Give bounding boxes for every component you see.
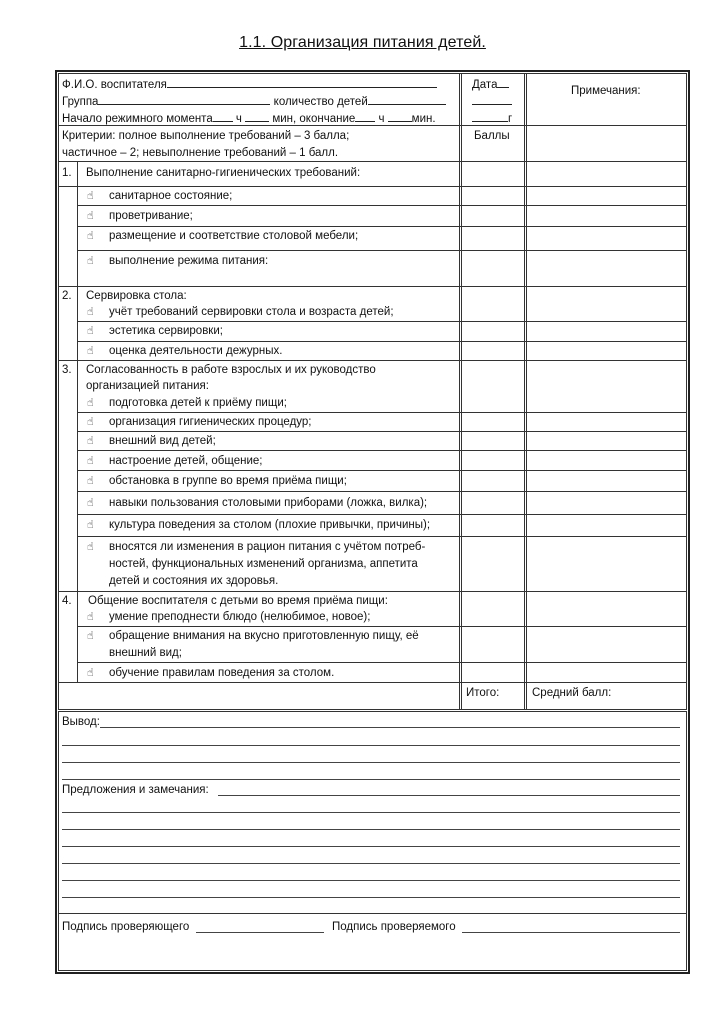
- conclusion-line[interactable]: [62, 745, 680, 746]
- hand-pointer-icon: ☝: [87, 345, 94, 357]
- col-divider-num: [77, 162, 78, 682]
- average-score-label: Средний балл:: [532, 687, 612, 699]
- criterion-item: подготовка детей к приёму пищи;: [109, 397, 287, 409]
- inspector-signature-label: Подпись проверяющего: [62, 921, 190, 933]
- hand-pointer-icon: ☝: [87, 190, 94, 202]
- group-field[interactable]: [62, 93, 446, 109]
- criterion-item: проветривание;: [109, 210, 193, 222]
- hand-pointer-icon: ☝: [87, 611, 94, 623]
- hand-pointer-icon: ☝: [87, 306, 94, 318]
- row-line: [58, 286, 687, 287]
- proposals-line[interactable]: [62, 880, 680, 881]
- proposals-line[interactable]: [62, 897, 680, 898]
- proposals-line[interactable]: [62, 846, 680, 847]
- proposals-label: Предложения и замечания:: [62, 784, 209, 796]
- criterion-item: внешний вид детей;: [109, 435, 216, 447]
- proposals-line[interactable]: [62, 863, 680, 864]
- row-line: [78, 662, 687, 663]
- group-label: Группа: [62, 96, 99, 108]
- total-label: Итого:: [466, 687, 500, 699]
- date-month-blank[interactable]: [472, 93, 512, 105]
- fio-blank[interactable]: [167, 76, 437, 88]
- notes-header: Примечания:: [571, 85, 641, 97]
- proposals-line[interactable]: [62, 812, 680, 813]
- conclusion-line[interactable]: [62, 779, 680, 780]
- criterion-item: санитарное состояние;: [109, 190, 233, 202]
- row-line: [58, 591, 687, 592]
- row-line: [78, 250, 687, 251]
- time-field[interactable]: [62, 110, 436, 126]
- col-divider-score: [459, 73, 462, 710]
- criterion-item-line-1: обращение внимания на вкусно приготовленную пищу, её: [109, 630, 419, 642]
- section-number: 4.: [62, 595, 72, 607]
- criterion-item: размещение и соответствие столовой мебели;: [109, 230, 359, 242]
- score-header: Баллы: [474, 130, 510, 142]
- hand-pointer-icon: ☝: [87, 230, 94, 242]
- criterion-item-line-3: детей и состояния их здоровья.: [109, 575, 279, 587]
- row-line: [58, 360, 687, 361]
- row-line: [78, 491, 687, 492]
- criterion-item: культура поведения за столом (плохие привычки, причины);: [109, 519, 431, 531]
- criteria-line-2: частичное – 2; невыполнение требований – 1 балл.: [62, 147, 339, 159]
- row-line: [58, 186, 687, 187]
- row-line: [78, 341, 687, 342]
- fio-label: Ф.И.О. воспитателя: [62, 79, 167, 91]
- hand-pointer-icon: ☝: [87, 630, 94, 642]
- row-line: [78, 470, 687, 471]
- group-blank[interactable]: [98, 93, 270, 105]
- criterion-item: учёт требований сервировки стола и возраста детей;: [109, 306, 394, 318]
- hour-abbr: ч: [235, 113, 242, 125]
- section-title-line-2: организацией питания:: [86, 380, 209, 392]
- end-hour-blank[interactable]: [355, 110, 375, 122]
- criterion-item: обучение правилам поведения за столом.: [109, 667, 335, 679]
- hand-pointer-icon: ☝: [87, 416, 94, 428]
- children-count-label: количество детей: [273, 96, 368, 108]
- criterion-item: навыки пользования столовыми приборами (ложка, вилка);: [109, 497, 428, 509]
- start-hour-blank[interactable]: [213, 110, 233, 122]
- row-line: [78, 226, 687, 227]
- criterion-item: эстетика сервировки;: [109, 325, 223, 337]
- proposals-line[interactable]: [218, 795, 680, 796]
- section-title: Сервировка стола:: [86, 290, 187, 302]
- criterion-item: организация гигиенических процедур;: [109, 416, 312, 428]
- row-line: [58, 161, 687, 162]
- date-label-line[interactable]: [472, 76, 509, 92]
- section-number: 3.: [62, 364, 72, 376]
- inspector-signature-line[interactable]: [196, 932, 324, 933]
- min-end-abbr: мин.: [411, 113, 436, 125]
- row-line: [78, 205, 687, 206]
- hand-pointer-icon: ☝: [87, 325, 94, 337]
- signature-divider: [58, 913, 687, 914]
- end-min-blank[interactable]: [388, 110, 412, 122]
- date-year-line[interactable]: [472, 110, 512, 126]
- conclusion-line[interactable]: [62, 762, 680, 763]
- hand-pointer-icon: ☝: [87, 475, 94, 487]
- start-min-blank[interactable]: [245, 110, 269, 122]
- conclusion-label: Вывод:: [62, 716, 100, 728]
- criterion-item: выполнение режима питания:: [109, 255, 269, 267]
- criteria-line-1: Критерии: полное выполнение требований – 3 балла;: [62, 130, 350, 142]
- hand-pointer-icon: ☝: [87, 210, 94, 222]
- date-label: Дата: [472, 79, 498, 91]
- criterion-item-line-1: вносятся ли изменения в рацион питания с учётом потреб-: [109, 541, 426, 553]
- criterion-item: оценка деятельности дежурных.: [109, 345, 283, 357]
- fio-field[interactable]: [62, 76, 437, 92]
- hand-pointer-icon: ☝: [87, 497, 94, 509]
- inspected-signature-line[interactable]: [462, 932, 680, 933]
- row-line: [58, 682, 687, 683]
- hand-pointer-icon: ☝: [87, 667, 94, 679]
- section-number: 2.: [62, 290, 72, 302]
- hand-pointer-icon: ☝: [87, 541, 94, 553]
- hand-pointer-icon: ☝: [87, 255, 94, 267]
- min-end-label: мин, окончание: [272, 113, 356, 125]
- row-line: [78, 412, 687, 413]
- page-title: 1.1. Организация питания детей.: [239, 34, 486, 51]
- proposals-line[interactable]: [62, 829, 680, 830]
- criterion-item: умение преподнести блюдо (нелюбимое, новое);: [109, 611, 371, 623]
- criterion-item: обстановка в группе во время приёма пищи;: [109, 475, 347, 487]
- date-day-blank[interactable]: [497, 76, 509, 88]
- hand-pointer-icon: ☝: [87, 519, 94, 531]
- date-month-line[interactable]: [472, 93, 512, 109]
- row-line: [78, 321, 687, 322]
- inspected-signature-label: Подпись проверяемого: [332, 921, 456, 933]
- conclusion-line[interactable]: [100, 727, 680, 728]
- section-title-line-1: Согласованность в работе взрослых и их руководство: [86, 364, 376, 376]
- row-line: [78, 450, 687, 451]
- hand-pointer-icon: ☝: [87, 455, 94, 467]
- row-line: [78, 514, 687, 515]
- row-line: [78, 431, 687, 432]
- criterion-item-line-2: ностей, функциональных изменений организма, аппетита: [109, 558, 418, 570]
- section-number: 1.: [62, 167, 72, 179]
- criterion-item: настроение детей, общение;: [109, 455, 263, 467]
- hour-abbr: ч: [378, 113, 385, 125]
- children-count-blank[interactable]: [368, 93, 446, 105]
- criterion-item-line-2: внешний вид;: [109, 647, 182, 659]
- row-line: [78, 626, 687, 627]
- hand-pointer-icon: ☝: [87, 435, 94, 447]
- hand-pointer-icon: ☝: [87, 397, 94, 409]
- section-title: Выполнение санитарно-гигиенических требований:: [86, 167, 361, 179]
- section-title: Общение воспитателя с детьми во время приёма пищи:: [88, 595, 388, 607]
- year-abbr: г: [508, 113, 513, 125]
- row-line: [78, 536, 687, 537]
- col-divider-notes: [524, 73, 527, 710]
- date-year-blank[interactable]: [472, 110, 508, 122]
- start-label: Начало режимного момента: [62, 113, 213, 125]
